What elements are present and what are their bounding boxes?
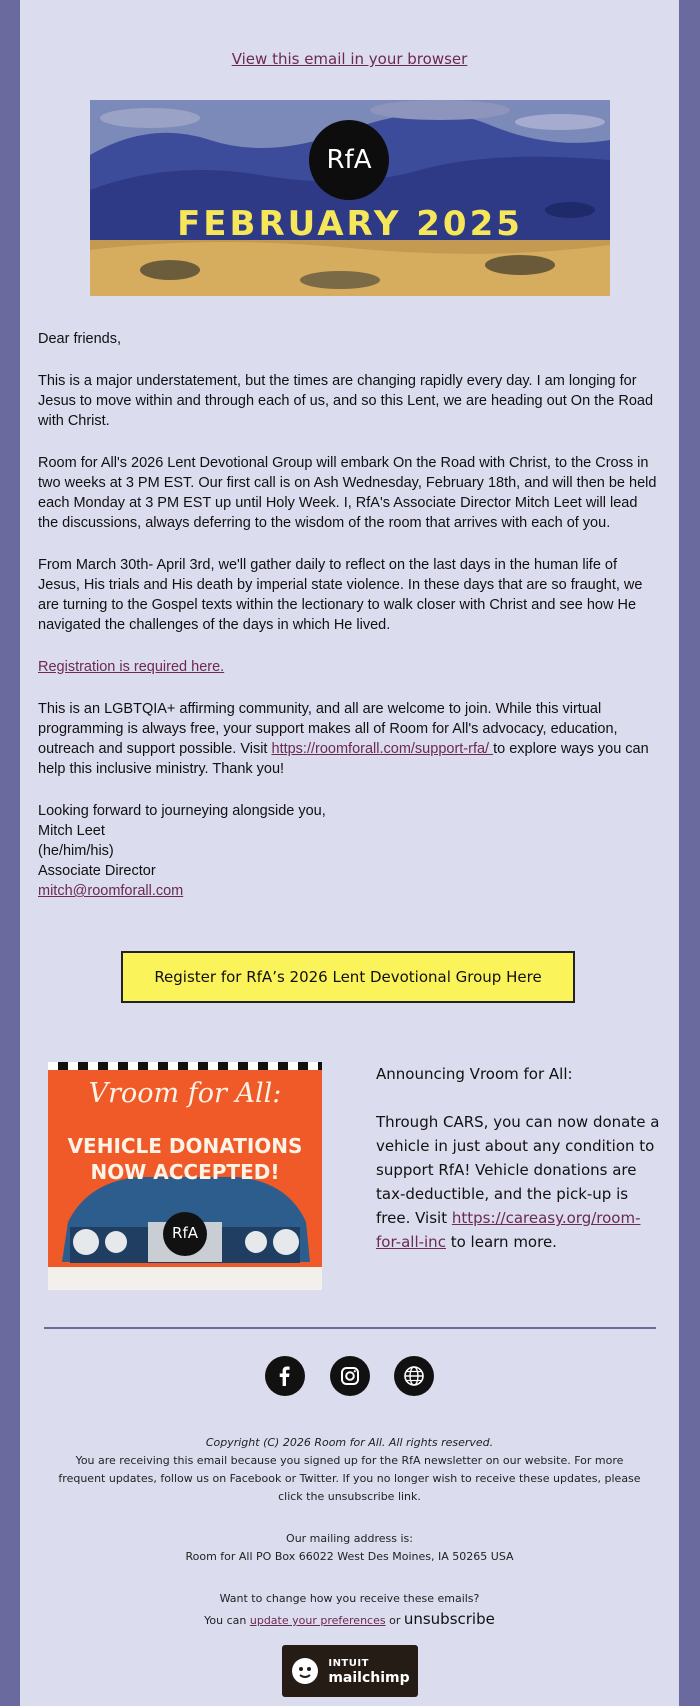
vroom-line2: NOW ACCEPTED!: [90, 1160, 280, 1184]
banner-date: FEBRUARY 2025: [177, 204, 523, 244]
you-can-text: You can: [204, 1614, 250, 1627]
footer-copyright: [20, 1434, 679, 1452]
instagram-icon[interactable]: [330, 1356, 370, 1396]
website-icon[interactable]: [394, 1356, 434, 1396]
vroom-line1: VEHICLE DONATIONS: [67, 1134, 303, 1158]
mailchimp-badge[interactable]: [282, 1645, 418, 1697]
registration-link[interactable]: Registration is required here.: [38, 659, 225, 675]
support-text-start: This is an LGBTQIA+ affirming community, and all are welcome to join. While this virtual programming is always free, your support makes all of Room for All's advocacy, education, outreach and support possible. Visit: [38, 701, 618, 757]
mailing-address: Room for All PO Box 66022 West Des Moines, IA 50265 USA: [185, 1550, 514, 1563]
vroom-body-text: Through CARS, you can now donate a vehicle in just about any condition to support RfA! Vehicle donations are tax-deductible, and the pick-up is free. Visit: [376, 1113, 660, 1227]
hero-banner: [90, 100, 610, 296]
mailing-address-label: Our mailing address is:: [286, 1532, 413, 1545]
vroom-heading: Announcing Vroom for All:: [376, 1065, 573, 1083]
support-text-end: to explore ways you can help this inclusive ministry. Thank you!: [38, 741, 649, 777]
paragraph-support: [38, 699, 658, 779]
vroom-body: [376, 1110, 661, 1254]
paragraph-holy-week: From March 30th- April 3rd, we'll gather daily to reflect on the last days in the human life of Jesus, His trials and His death by imperial state violence. In these days that are so fraught, we are turning to the Gospel texts within the lectionary to walk closer with Christ and see how He navigated the challenges of the days in which He lived.: [38, 557, 643, 633]
support-rfa-link[interactable]: https://roomforall.com/support-rfa/: [271, 741, 494, 757]
rfa-logo: [309, 120, 389, 200]
update-preferences-link[interactable]: update your preferences: [249, 1614, 386, 1627]
paragraph-intro: This is a major understatement, but the times are changing rapidly every day. I am longing for Jesus to move within and through each of us, and so this Lent, we are heading out On the Road with Christ.: [38, 373, 654, 429]
paragraph-group-details: Room for All's 2026 Lent Devotional Group will embark On the Road with Christ, to the Cross in two weeks at 3 PM EST. Our first call is on Ash Wednesday, February 18th, and will then be held each Monday at 3 PM EST up until Holy Week. I, RfA's Associate Director Mitch Leet will lead the discussions, always deferring to the wisdom of the room that arrives with each of you.: [38, 455, 657, 531]
preferences-line: [20, 1610, 679, 1630]
letter-content: [38, 329, 658, 901]
footer-reason: You are receiving this email because you signed up for the RfA newsletter on our website. For more frequent updates, follow us on Facebook or Twitter. If you no longer wish to receive these updates, please click the unsubscribe link.: [58, 1454, 641, 1503]
or-text: or: [385, 1614, 404, 1627]
vroom-promo-image: [48, 1062, 322, 1290]
careasy-link[interactable]: https://careasy.org/room-for-all-inc: [376, 1209, 641, 1251]
copyright-text: Copyright (C) 2026 Room for All. All rights reserved.: [205, 1436, 494, 1449]
signer-name: Mitch Leet: [38, 823, 105, 839]
change-prompt: Want to change how you receive these emails?: [219, 1592, 480, 1605]
rfa-logo-text: RfA: [326, 145, 372, 175]
email-body: [20, 0, 679, 1706]
greeting: Dear friends,: [38, 331, 122, 347]
mailchimp-wordmark: [328, 1657, 409, 1685]
view-in-browser-link[interactable]: View this email in your browser: [231, 50, 468, 68]
facebook-icon[interactable]: [265, 1356, 305, 1396]
vroom-title: Vroom for All:: [88, 1078, 282, 1109]
intuit-label: INTUIT: [328, 1658, 369, 1669]
registration-paragraph: [38, 657, 658, 677]
unsubscribe-link[interactable]: unsubscribe: [403, 1610, 495, 1628]
vroom-announcement: [376, 1062, 661, 1278]
vroom-logo-text: RfA: [172, 1224, 198, 1242]
section-divider: [44, 1327, 656, 1329]
signer-pronouns: (he/him/his): [38, 843, 114, 859]
mailchimp-label: mailchimp: [328, 1670, 410, 1686]
vroom-body-end: to learn more.: [445, 1233, 557, 1251]
freddie-icon: [290, 1656, 320, 1686]
checkered-stripe: [48, 1062, 322, 1070]
closing-line: Looking forward to journeying alongside you,: [38, 803, 326, 819]
signature-block: [38, 801, 658, 901]
register-button[interactable]: Register for RfA’s 2026 Lent Devotional Group Here: [121, 951, 575, 1003]
signer-title: Associate Director: [38, 863, 156, 879]
signer-email-link[interactable]: mitch@roomforall.com: [38, 883, 184, 899]
